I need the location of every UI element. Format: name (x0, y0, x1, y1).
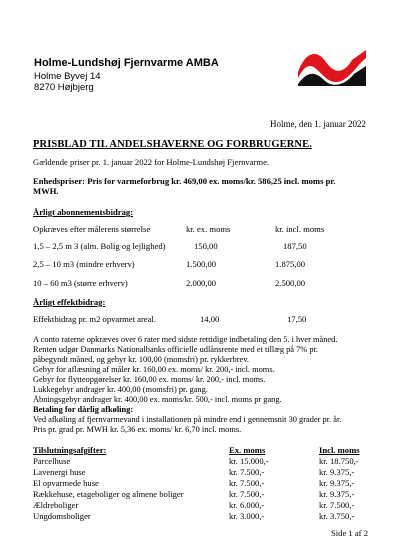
unit-price-text: Enhedspriser: Pris for varmeforbrug kr. 469,00 ex. moms/kr. 586,25 incl. moms pr. MWH. (33, 176, 336, 196)
note-line: Åbningsgebyr andrager kr. 400,00 ex. moms/kr. 500,- incl. moms pr gang. (33, 395, 282, 404)
subscription-col-incl: kr. incl. moms (275, 224, 325, 234)
connection-col-ex: Ex. moms (229, 445, 266, 455)
subscription-col-label: Opkræves efter målerens størrelse (33, 224, 151, 234)
connection-row-incl: kr. 9.375,- (319, 467, 355, 477)
effect-heading: Årligt effektbidrag: (33, 297, 106, 307)
note-line: påbegyndt måned, og gebyr kr. 100,00 (momsfri) pr. rykkerbrev. (33, 355, 249, 364)
page-title: PRISBLAD TIL ANDELSHAVERNE OG FORBRUGERNE. (33, 139, 312, 150)
subscription-row-ex: 150,00 (194, 241, 218, 251)
subscription-row-ex: 2.000,00 (186, 278, 217, 288)
note-line: Renten udgør Danmarks Nationalbanks officielle udlånsrente med et tillæg på 7% pr. (33, 345, 318, 354)
connection-row-ex: kr. 7.500,- (229, 489, 265, 499)
connection-col-incl: Incl. moms (319, 445, 360, 455)
note-line: Gebyr for aflæsning af måler kr. 160,00 ex. moms/ kr. 200,- incl. moms. (33, 365, 275, 374)
connection-row-label: Ældreboliger (33, 500, 79, 510)
subscription-row-label: 2,5 – 10 m3 (mindre erhverv) (33, 259, 135, 269)
date-line: Holme, den 1. januar 2022 (270, 119, 366, 129)
connection-row-label: El opvarmede huse (33, 478, 99, 488)
intro-text: Gældende priser pr. 1. januar 2022 for Holme-Lundshøj Fjernvarme. (33, 157, 270, 167)
company-address-city: 8270 Højbjerg (34, 82, 94, 93)
subscription-row-incl: 187,50 (283, 241, 307, 251)
connection-row-ex: kr. 6.000,- (229, 500, 265, 510)
connection-row-label: Lavenergi huse (33, 467, 86, 477)
connection-row-ex: kr. 3.000,- (229, 511, 265, 521)
note-line: Lukkegebyr andrager kr. 400,00 (momsfri) pr. gang. (33, 385, 208, 394)
subscription-row-label: 1,5 – 2,5 m 3 (alm. Bolig og lejlighed) (33, 241, 166, 251)
company-name: Holme-Lundshøj Fjernvarme AMBA (34, 57, 219, 69)
cooling-heading: Betaling for dårlig afkøling: (33, 405, 134, 414)
connection-row-ex: kr. 7.500,- (229, 478, 265, 488)
connection-heading: Tilslutningsafgifter: (33, 445, 107, 455)
page-number: Side 1 af 2 (331, 528, 368, 538)
effect-label: Effektbidrag pr. m2 opvarmet areal. (33, 314, 156, 324)
connection-row-incl: kr. 18.750,- (319, 456, 359, 466)
subscription-row-label: 10 – 60 m3 (større erhverv) (33, 278, 128, 288)
company-address-street: Holme Byvej 14 (34, 71, 101, 82)
connection-row-incl: kr. 9.375,- (319, 478, 355, 488)
cooling-text: Ved afkøling af fjernvarmevand i installationen på mindre end i gennemsnit 30 grader pr. år. (33, 415, 342, 424)
company-logo (296, 48, 368, 88)
connection-row-incl: kr. 3.750,- (319, 511, 355, 521)
connection-row-label: Ungdomsboliger (33, 511, 91, 521)
note-line: Gebyr for flytteopgørelser kr. 160,00 ex. moms/ kr. 200,- incl. moms. (33, 375, 266, 384)
connection-row-ex: kr. 15.000,- (229, 456, 269, 466)
subscription-row-incl: 1.875,00 (275, 259, 306, 269)
subscription-row-incl: 2.500,00 (275, 278, 306, 288)
effect-incl: 17,50 (287, 314, 307, 324)
subscription-row-ex: 1.500,00 (186, 259, 217, 269)
connection-row-ex: kr. 7.500,- (229, 467, 265, 477)
connection-row-incl: kr. 7.500,- (319, 500, 355, 510)
cooling-text: Pris pr. grad pr. MWH kr. 5,36 ex. moms/ kr. 6,70 incl. moms. (33, 425, 242, 434)
connection-row-label: Rækkehuse, etageboliger og almene boliger (33, 489, 184, 499)
note-line: A conto raterne opkræves over 6 rater med sidste rettidige indbetaling den 5. i hver måned. (33, 335, 338, 344)
connection-row-incl: kr. 9.375,- (319, 489, 355, 499)
subscription-col-ex: kr. ex. moms (186, 224, 231, 234)
subscription-heading: Årligt abonnementsbidrag: (33, 207, 134, 217)
connection-row-label: Parcelhuse (33, 456, 71, 466)
effect-ex: 14,00 (200, 314, 220, 324)
